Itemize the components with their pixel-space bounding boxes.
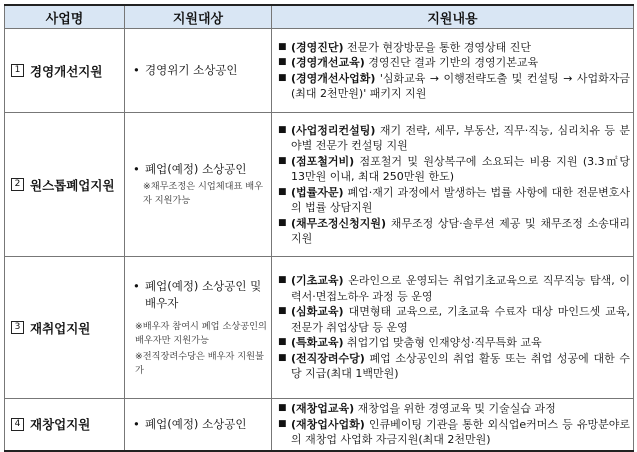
item-text: 폐업 소상공인의 취업 활동 또는 취업 성공에 대한 수당 지급(최대 1백만원) [291, 351, 630, 381]
content-cell [272, 399, 634, 451]
header-target: 지원대상 [125, 5, 272, 29]
target-cell [125, 29, 272, 113]
program-name: 재취업지원 [30, 320, 91, 336]
program-number: 2 [11, 178, 24, 191]
list-item [278, 417, 630, 448]
item-text: 점포철거 및 원상복구에 소요되는 비용 지원 (3.3㎡당 13만원 이내, 최대 250만원 한도) [291, 154, 630, 183]
bullet-icon: • [133, 278, 140, 293]
target-text: 폐업(예정) 소상공인 및 배우자 [145, 278, 262, 310]
square-bullet-icon: ■ [278, 306, 287, 317]
square-bullet-icon: ■ [278, 352, 287, 363]
bullet-icon: • [133, 162, 140, 176]
item-tag: (재창업교육) [291, 402, 355, 415]
list-item [278, 55, 630, 71]
list-item [278, 123, 630, 154]
square-bullet-icon: ■ [278, 124, 287, 135]
square-bullet-icon: ■ [278, 186, 287, 197]
content-cell [272, 257, 634, 399]
list-item [278, 71, 630, 102]
program-cell [5, 257, 125, 399]
square-bullet-icon: ■ [278, 72, 287, 83]
target-text: 경영위기 소상공인 [145, 63, 238, 77]
table-row [5, 399, 634, 451]
target-text: 폐업(예정) 소상공인 [145, 416, 247, 431]
target-cell [125, 257, 272, 399]
item-tag: (채무조정신청지원) [291, 216, 387, 230]
list-item [278, 40, 630, 56]
header-content: 지원내용 [272, 5, 634, 29]
content-cell [272, 113, 634, 257]
list-item [278, 351, 630, 382]
square-bullet-icon: ■ [278, 337, 287, 348]
item-tag: (법률자문) [291, 185, 344, 199]
target-text: 폐업(예정) 소상공인 [145, 162, 247, 176]
item-text: 재창업을 위한 경영교육 및 기술실습 과정 [354, 402, 556, 415]
content-cell [272, 29, 634, 113]
item-tag: (사업정리컨설팅) [291, 123, 376, 137]
item-text: 재기 전략, 세무, 부동산, 직무·직능, 심리치유 등 분야별 전문가 컨설팅 지원 [291, 123, 630, 152]
item-tag: (재창업사업화) [291, 417, 365, 431]
list-item [278, 335, 630, 351]
square-bullet-icon: ■ [278, 155, 287, 166]
square-bullet-icon: ■ [278, 217, 287, 228]
target-note: ※채무조정은 시업체대표 배우자 지원가능 [143, 181, 264, 206]
table-row [5, 29, 634, 113]
table-row [5, 113, 634, 257]
square-bullet-icon: ■ [278, 418, 287, 429]
square-bullet-icon: ■ [278, 403, 287, 413]
item-text: '심화교육 → 이행전략도출 및 컨설팅 → 사업화자금(최대 2천만원)' 패키지 지원 [291, 71, 630, 100]
header-row [5, 5, 634, 29]
item-tag: (점포철거비) [291, 154, 355, 168]
item-tag: (특화교육) [291, 336, 344, 350]
bullet-icon: • [133, 416, 140, 431]
target-note: ※전직장려수당은 배우자 지원불가 [135, 350, 264, 376]
item-tag: (기초교육) [291, 274, 344, 288]
list-item [278, 273, 630, 304]
item-text: 경영진단 결과 기반의 경영기본교육 [364, 56, 539, 69]
item-tag: (전직장려수당) [291, 351, 365, 365]
target-cell [125, 113, 272, 257]
square-bullet-icon: ■ [278, 57, 287, 67]
program-name: 경영개선지원 [30, 63, 103, 79]
program-number: 1 [11, 64, 24, 77]
target-cell [125, 399, 272, 451]
item-text: 전문가 현장방문을 통한 경영상태 진단 [343, 40, 532, 54]
item-tag: (경영개선교육) [291, 56, 365, 69]
bullet-icon: • [133, 63, 140, 77]
list-item [278, 216, 630, 247]
square-bullet-icon: ■ [278, 275, 287, 286]
program-name: 재창업지원 [30, 417, 91, 433]
item-text: 채무조정 상담·솔루션 제공 및 채무조정 소송대리 지원 [291, 216, 630, 245]
item-tag: (경영진단) [291, 40, 344, 54]
list-item [278, 154, 630, 185]
item-tag: (경영개선사업화) [291, 71, 376, 85]
item-tag: (심화교육) [291, 305, 344, 319]
list-item [278, 304, 630, 335]
item-text: 폐업·재기 과정에서 발생하는 법률 사항에 대한 전문변호사의 법률 상담지원 [291, 185, 630, 214]
square-bullet-icon: ■ [278, 41, 287, 52]
list-item [278, 185, 630, 216]
item-text: 취업기업 맞춤형 인재양성·직무특화 교육 [343, 336, 542, 350]
item-text: 인큐베이팅 기관을 통한 외식업e커머스 등 유망분야로의 재창업 사업화 자금지원(최대 2천만원) [291, 417, 630, 446]
support-program-table [4, 4, 634, 452]
list-item [278, 401, 630, 417]
program-cell [5, 29, 125, 113]
program-number: 3 [11, 321, 24, 334]
program-cell [5, 113, 125, 257]
table-row [5, 257, 634, 399]
item-text: 대면형태 교육으로, 기초교육 수료자 대상 마인드셋 교육, 전문가 취업상담 등 운영 [291, 305, 630, 334]
header-program-name: 사업명 [5, 5, 125, 29]
program-number: 4 [11, 418, 24, 431]
program-name: 원스톱폐업지원 [30, 177, 115, 193]
program-cell [5, 399, 125, 451]
item-text: 온라인으로 운영되는 취업기초교육으로 직무직능 탐색, 이력서·면접노하우 과정 등 운영 [291, 274, 630, 303]
target-note: ※배우자 참여시 폐업 소상공인의 배우자만 지원가능 [135, 320, 267, 346]
